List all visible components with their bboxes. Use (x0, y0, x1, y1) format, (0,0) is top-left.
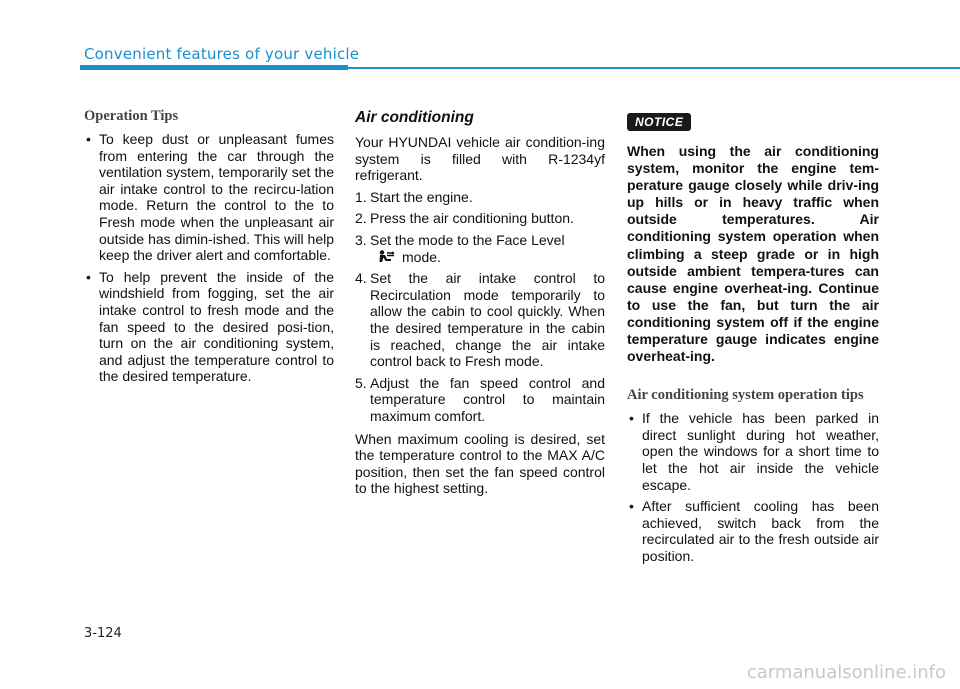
step-item: 3. Set the mode to the Face Level mode. (355, 231, 565, 265)
bullet-icon: • (629, 410, 634, 427)
ac-tips-list (627, 410, 879, 564)
air-conditioning-heading: Air conditioning (355, 109, 474, 126)
list-item: • If the vehicle has been parked in direct sunlight during hot weather, open the windows for a short time to let the hot air inside the vehicle escape. (629, 410, 879, 493)
operation-tips-heading: Operation Tips (84, 108, 179, 124)
ac-tips-heading: Air conditioning system operation tips (627, 387, 864, 404)
watermark: carmanualsonline.info (746, 662, 946, 683)
page-number: 3-124 (84, 626, 122, 641)
closing-paragraph: When maximum cooling is desired, set the temperature control to the MAX A/C position, then set the fan speed control to the highest setting. (355, 430, 605, 497)
steps-list (355, 189, 605, 425)
bullet-icon: • (629, 498, 634, 515)
bullet-icon: • (86, 268, 91, 285)
header-rule (348, 67, 960, 69)
right-column (627, 108, 879, 570)
step-item: 4. Set the air intake control to Recirculation mode temporarily to allow the cabin to cool quickly. When the desired temperature in the cabin is reached, change the air intake control back to Fresh mode. (355, 270, 605, 370)
step-item: 2. Press the air conditioning button. (355, 210, 574, 227)
list-item: • After sufficient cooling has been achieved, switch back from the recirculated air to the fresh outside air position. (629, 498, 879, 564)
intro-paragraph: Your HYUNDAI vehicle air condition-ing system is filled with R-1234yf refrigerant. (355, 134, 605, 184)
bullet-icon: • (86, 131, 91, 147)
middle-column (355, 108, 605, 502)
operation-tips-list (84, 131, 334, 385)
notice-badge: NOTICE (627, 113, 691, 131)
step-item: 5. Adjust the fan speed control and temperature control to maintain maximum comfort. (355, 374, 605, 424)
list-item: • To help prevent the inside of the windshield from fogging, set the air intake control to fresh mode and the fan speed to the desired posi-tion, turn on the air conditioning system, and adjust the temperature control to the desired temperature. (86, 268, 334, 385)
list-item: • To keep dust or unpleasant fumes from entering the car through the ventilation system, temporarily set the air intake control to the recircu-lation mode. Return the control to the to Fresh mode when the unpleasant air outside has dimin-ished. This will help keep the driver alert and comfortable. (86, 131, 334, 264)
notice-text: When using the air conditioning system, monitor the engine tem-perature gauge closely while driv-ing up hills or in heavy traffic when outside temperatures. Air conditioning system operation when climbing a steep grade or in high outside ambient tempera-tures can cause engine overheat-ing. Continue to use the fan, but turn the air conditioning system off if the engine temperature gauge indicates engine overheat-ing. (627, 143, 879, 365)
left-column (84, 108, 334, 390)
section-title: Convenient features of your vehicle (84, 45, 360, 63)
step-item: 1. Start the engine. (355, 188, 473, 205)
header-accent-bar (80, 65, 348, 70)
face-level-mode-icon (376, 250, 396, 264)
